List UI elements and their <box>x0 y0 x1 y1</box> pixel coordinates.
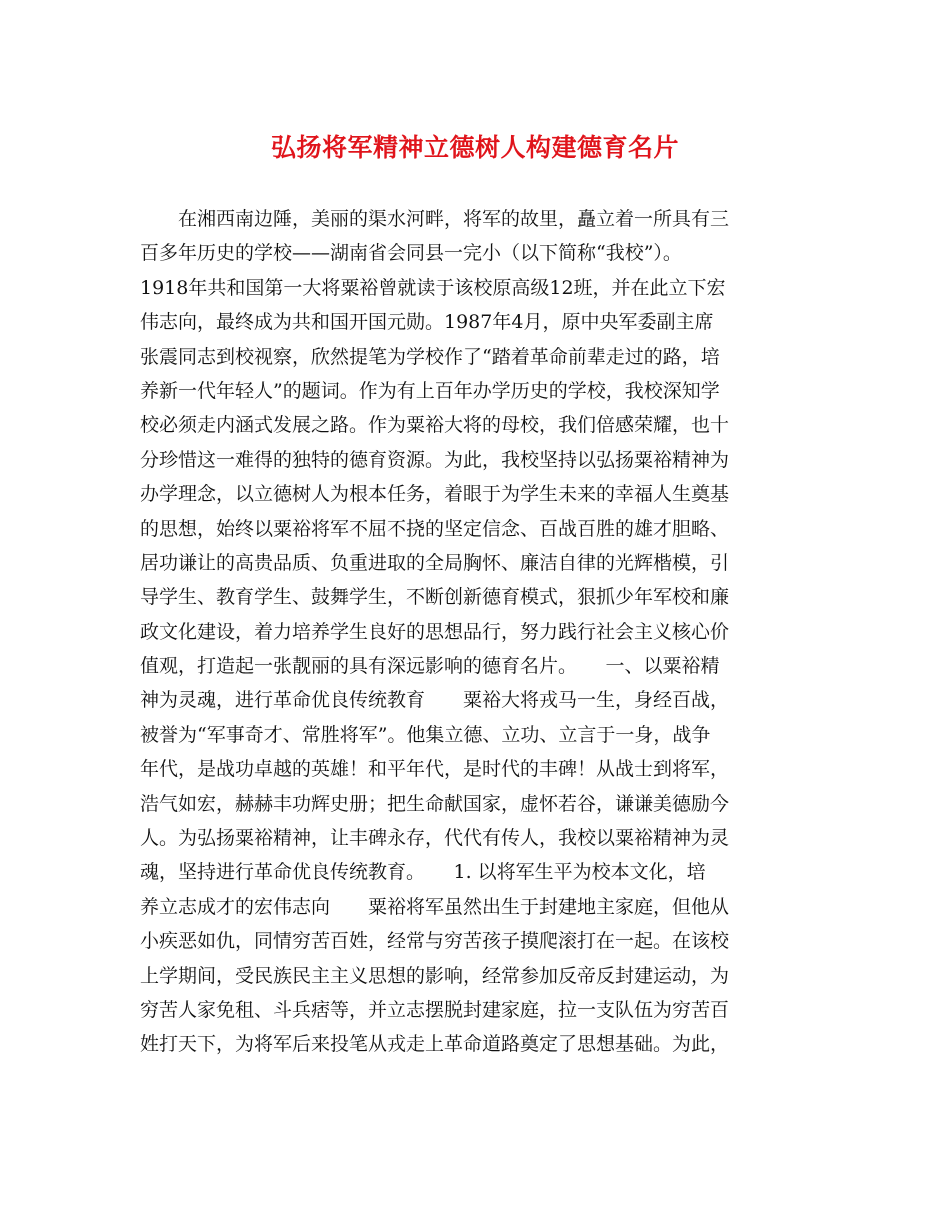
body-line: 年代，是战功卓越的英雄！和平年代，是时代的丰碑！从战士到将军， <box>140 758 730 781</box>
body-line: 上学期间，受民族民主主义思想的影响，经常参加反帝反封建运动，为 <box>140 964 730 987</box>
body-line: 政文化建设，着力培养学生良好的思想品行，努力践行社会主义核心价 <box>140 620 730 643</box>
body-line: 穷苦人家免租、斗兵痞等，并立志摆脱封建家庭，拉一支队伍为穷苦百 <box>140 998 730 1021</box>
body-line: 张震同志到校视察，欣然提笔为学校作了“踏着革命前辈走过的路，培 <box>140 345 720 368</box>
body-line: 神为灵魂，进行革命优良传统教育 粟裕大将戎马一生，身经百战， <box>140 689 730 712</box>
body-line: 校必须走内涵式发展之路。作为粟裕大将的母校，我们倍感荣耀，也十 <box>140 414 730 437</box>
body-line: 姓打天下，为将军后来投笔从戎走上革命道路奠定了思想基础。为此， <box>140 1033 730 1056</box>
body-line: 分珍惜这一难得的独特的德育资源。为此，我校坚持以弘扬粟裕精神为 <box>140 448 730 471</box>
body-line: 百多年历史的学校——湖南省会同县一完小（以下简称“我校”）。 <box>140 242 682 265</box>
document-title: 弘扬将军精神立德树人构建德育名片 <box>270 133 679 162</box>
document-body <box>140 202 822 1062</box>
body-line: 值观，打造起一张靓丽的具有深远影响的德育名片。 一、以粟裕精 <box>140 655 720 678</box>
body-line: 伟志向，最终成为共和国开国元勋。1987年4月，原中央军委副主席 <box>140 311 714 334</box>
body-line: 魂，坚持进行革命优良传统教育。 1. 以将军生平为校本文化，培 <box>140 861 706 884</box>
body-line: 养立志成才的宏伟志向 粟裕将军虽然出生于封建地主家庭，但他从 <box>140 895 730 918</box>
body-line: 居功谦让的高贵品质、负重进取的全局胸怀、廉洁自律的光辉楷模，引 <box>140 551 730 574</box>
body-line: 办学理念，以立德树人为根本任务，着眼于为学生未来的幸福人生奠基 <box>140 483 730 506</box>
body-line: 在湘西南边陲，美丽的渠水河畔，将军的故里，矗立着一所具有三 <box>140 208 730 230</box>
body-line: 1918年共和国第一大将粟裕曾就读于该校原高级12班，并在此立下宏 <box>140 276 726 299</box>
body-line: 导学生、教育学生、鼓舞学生，不断创新德育模式，狠抓少年军校和廉 <box>140 586 730 609</box>
body-line: 人。为弘扬粟裕精神，让丰碑永存，代代有传人，我校以粟裕精神为灵 <box>140 827 730 850</box>
body-line: 小疾恶如仇，同情穷苦百姓，经常与穷苦孩子摸爬滚打在一起。在该校 <box>140 930 730 953</box>
body-line: 的思想，始终以粟裕将军不屈不挠的坚定信念、百战百胜的雄才胆略、 <box>140 517 730 540</box>
body-line: 浩气如宏，赫赫丰功辉史册；把生命献国家，虚怀若谷，谦谦美德励今 <box>140 792 730 815</box>
body-line: 养新一代年轻人”的题词。作为有上百年办学历史的学校，我校深知学 <box>140 379 720 402</box>
body-line: 被誉为“军事奇才、常胜将军”。他集立德、立功、立言于一身，战争 <box>140 723 711 746</box>
